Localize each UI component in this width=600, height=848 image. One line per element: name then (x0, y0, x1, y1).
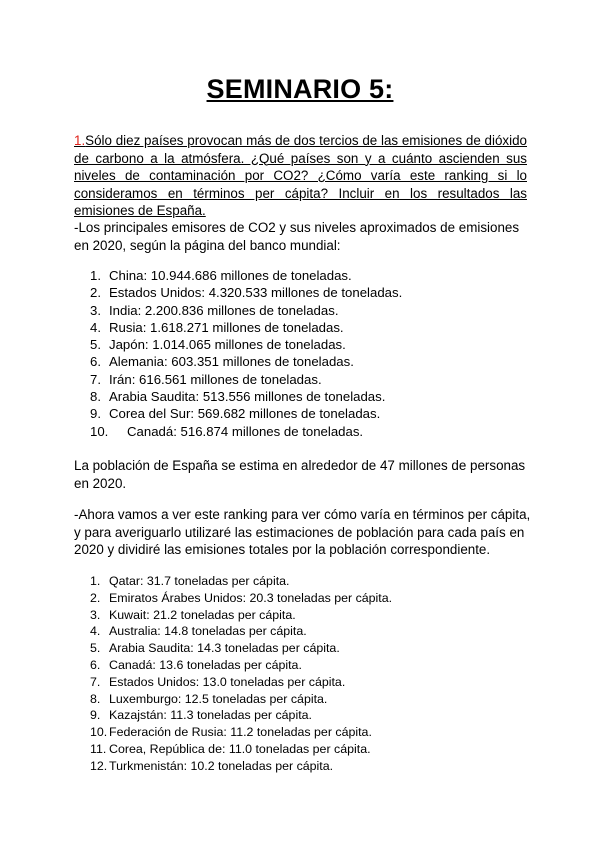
list-item: 3. India: 2.200.836 millones de toneladas. (90, 302, 339, 318)
list-item: 12. Turkmenistán: 10.2 toneladas per cápita. (90, 758, 334, 773)
list-item: 7. Estados Unidos: 13.0 toneladas per cápita. (90, 674, 346, 689)
per-capita-intro-paragraph: -Ahora vamos a ver este ranking para ver cómo varía en términos per cápita, y para averiguarlo utilizaré las estimaciones de población para cada país en 2020 y dividiré las emisiones totales por la población correspondiente. (74, 507, 531, 558)
list-item: 1. China: 10.944.686 millones de toneladas. (90, 268, 352, 283)
list-item: 8. Luxemburgo: 12.5 toneladas per cápita. (90, 691, 328, 706)
emitters-list (74, 267, 402, 440)
list-item: 10. Federación de Rusia: 11.2 toneladas per cápita. (90, 725, 372, 740)
list-item: 1. Qatar: 31.7 toneladas per cápita. (90, 574, 290, 588)
list-item: 5. Japón: 1.014.065 millones de toneladas. (90, 337, 346, 353)
question-text: Sólo diez países provocan más de dos tercios de las emisiones de dióxido de carbono a la atmósfera. ¿Qué países son y a cuánto ascienden sus niveles de contaminación por CO2? ¿Cómo varía este ranking si lo consideramos en términos per cápita? Incluir en los resultados las emisiones de España. (74, 133, 527, 219)
list-item: 5. Arabia Saudita: 14.3 toneladas per cápita. (90, 641, 340, 656)
list-item: 10. Canadá: 516.874 millones de toneladas. (90, 423, 364, 439)
list-item: 2. Emiratos Árabes Unidos: 20.3 toneladas per cápita. (90, 590, 393, 605)
list-item: 9. Corea del Sur: 569.682 millones de toneladas. (90, 406, 381, 422)
question-number: 1. (74, 133, 86, 148)
per-capita-list (74, 573, 392, 775)
intro-paragraph: -Los principales emisores de CO2 y sus niveles aproximados de emisiones en 2020, según la página del banco mundial: (74, 220, 520, 253)
question-1 (74, 132, 527, 220)
list-item: 11. Corea, República de: 11.0 toneladas per cápita. (90, 741, 371, 756)
list-item: 8. Arabia Saudita: 513.556 millones de toneladas. (90, 389, 386, 405)
page-title: SEMINARIO 5: (206, 74, 394, 104)
list-item: 2. Estados Unidos: 4.320.533 millones de toneladas. (90, 285, 403, 301)
list-item: 4. Rusia: 1.618.271 millones de toneladas. (90, 319, 344, 335)
spain-paragraph: La población de España se estima en alrededor de 47 millones de personas en 2020. (74, 458, 526, 491)
list-item: 7. Irán: 616.561 millones de toneladas. (90, 371, 322, 387)
list-item: 4. Australia: 14.8 toneladas per cápita. (90, 624, 307, 639)
list-item: 6. Alemania: 603.351 millones de toneladas. (90, 354, 354, 370)
list-item: 6. Canadá: 13.6 toneladas per cápita. (90, 657, 302, 672)
list-item: 9. Kazajstán: 11.3 toneladas per cápita. (90, 708, 312, 723)
list-item: 3. Kuwait: 21.2 toneladas per cápita. (90, 607, 296, 622)
